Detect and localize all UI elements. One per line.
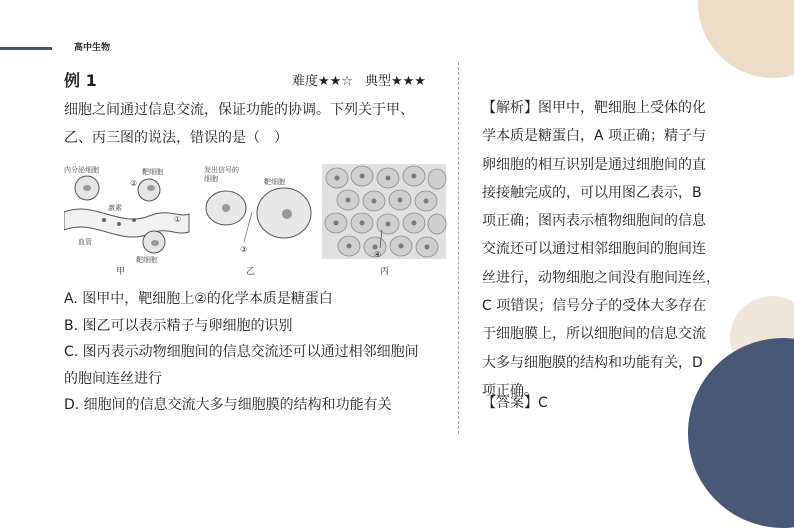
analysis-line: 交流还可以通过相邻细胞间的胞间连 <box>482 241 706 258</box>
label-target-cell-yi: 靶细胞 <box>264 178 285 186</box>
figure-jia <box>64 165 189 277</box>
caption-bing: 丙 <box>380 267 390 277</box>
decorative-accent-line <box>0 47 52 50</box>
caption-jia: 甲 <box>116 267 126 277</box>
analysis-line: 学本质是糖蛋白，A 项正确；精子与 <box>482 128 707 145</box>
decorative-circle-top <box>698 0 794 78</box>
label-target-cell: 靶细胞 <box>142 168 163 176</box>
typical-rating: 典型★★★ <box>364 74 426 89</box>
rating-row <box>292 70 426 89</box>
question-line: 乙、丙三图的说法，错误的是（ ） <box>64 130 288 146</box>
option-a: A. 图甲中，靶细胞上②的化学本质是糖蛋白 <box>64 291 333 307</box>
subject-title: 高中生物 <box>74 43 111 53</box>
caption-yi: 乙 <box>246 267 256 277</box>
label-hormone: 激素 <box>108 204 122 212</box>
analysis-line: 丝进行，动物细胞之间没有胞间连丝， <box>482 269 720 286</box>
label-signal-cell-2: 细胞 <box>204 175 218 183</box>
column-divider <box>458 62 459 434</box>
option-b: B. 图乙可以表示精子与卵细胞的识别 <box>64 317 293 334</box>
analysis-line: 于细胞膜上，所以细胞间的信息交流 <box>482 326 706 343</box>
marker-3: ③ <box>240 245 248 254</box>
analysis-text <box>482 94 720 405</box>
answer-options <box>64 286 456 419</box>
cell-communication-figure <box>64 160 449 278</box>
analysis-line: 接接触完成的，可以用图乙表示，B <box>482 184 702 201</box>
analysis-line: 项正确；图丙表示植物细胞间的信息 <box>482 213 706 230</box>
question-text <box>64 96 449 152</box>
analysis-line: 项正确。 <box>482 382 538 399</box>
option-d: D. 细胞间的信息交流大多与细胞膜的结构和功能有关 <box>64 397 392 413</box>
label-target-cell-2: 靶细胞 <box>136 256 157 264</box>
marker-2: ② <box>130 179 138 188</box>
option-c: C. 图丙表示动物细胞间的信息交流还可以通过相邻细胞间 <box>64 344 419 360</box>
analysis-line: 卵细胞的相互识别是通过细胞间的直 <box>482 156 706 173</box>
label-endocrine-cell: 内分泌细胞 <box>64 166 99 174</box>
figure-bing <box>322 164 446 277</box>
example-label: 例 1 <box>64 71 97 90</box>
option-c-continued: 的胞间连丝进行 <box>64 370 162 387</box>
marker-1: ① <box>174 215 182 224</box>
label-signal-cell-1: 发出信号的 <box>204 166 239 174</box>
analysis-line: 【解析】图甲中，靶细胞上受体的化 <box>482 100 706 116</box>
figure-yi <box>204 165 311 277</box>
marker-4: ④ <box>374 250 382 259</box>
answer-text: 【答案】C <box>482 395 548 411</box>
difficulty-rating: 难度★★☆ <box>292 74 353 89</box>
analysis-line: C 项错误；信号分子的受体大多存在 <box>482 298 707 315</box>
analysis-line: 大多与细胞膜的结构和功能有关，D <box>482 354 703 371</box>
label-blood-vessel: 血管 <box>78 238 92 246</box>
question-line: 细胞之间通过信息交流，保证功能的协调。下列关于甲、 <box>64 102 414 118</box>
